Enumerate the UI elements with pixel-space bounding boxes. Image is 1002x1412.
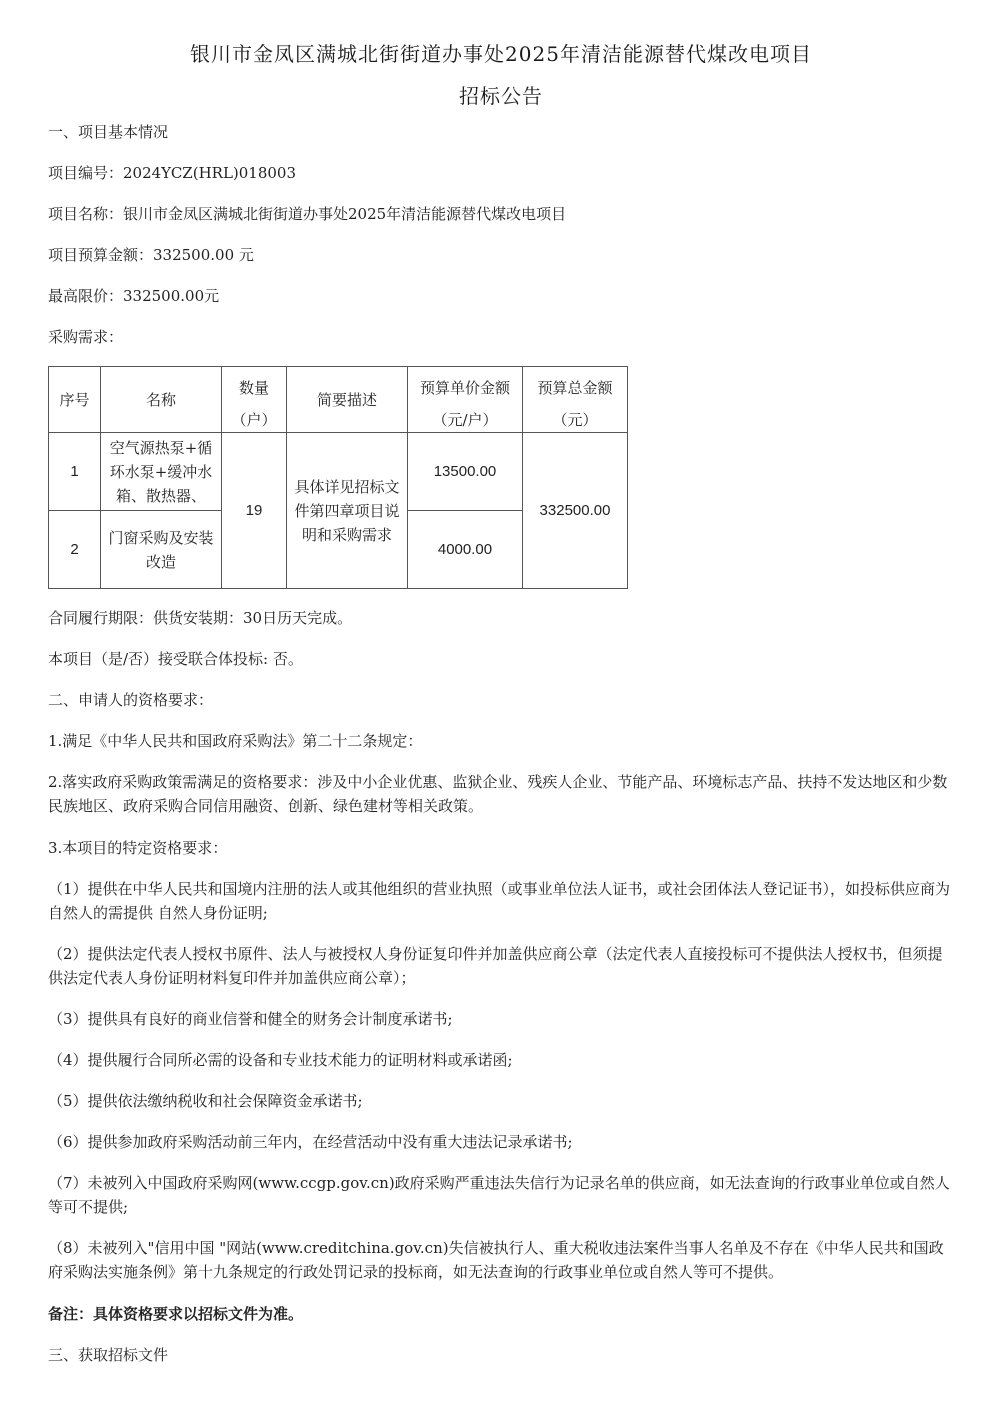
row-no: 1: [49, 433, 101, 511]
row-total: 332500.00: [523, 433, 628, 589]
table-header-row: [49, 367, 628, 433]
specific-requirement-7: （7）未被列入中国政府采购网(www.ccgp.gov.cn)政府采购严重违法失信行为记录名单的供应商，如无法查询的行政事业单位或自然人等可不提供;: [48, 1174, 950, 1216]
max-price: 最高限价：332500.00元: [48, 287, 220, 305]
qualification-item-2: 2.落实政府采购政策需满足的资格要求：涉及中小企业优惠、监狱企业、残疾人企业、节能产品、环境标志产品、扶持不发达地区和少数民族地区、政府采购合同信用融资、创新、绿色建材等相关政策。: [48, 773, 948, 815]
header-total: 预算总金额 （元）: [523, 367, 628, 433]
specific-requirement-3: （3）提供具有良好的商业信誉和健全的财务会计制度承诺书;: [48, 1010, 453, 1028]
row-quantity: 19: [222, 433, 287, 589]
specific-requirement-1: （1）提供在中华人民共和国境内注册的法人或其他组织的营业执照（或事业单位法人证书，或社会团体法人登记证书），如投标供应商为自然人的需提供 自然人身份证明;: [48, 880, 951, 922]
qualification-item-1: 1.满足《中华人民共和国政府采购法》第二十二条规定：: [48, 732, 423, 750]
row-unit-price: 4000.00: [408, 511, 523, 589]
specific-requirement-4: （4）提供履行合同所必需的设备和专业技术能力的证明材料或承诺函;: [48, 1051, 513, 1069]
header-quantity: 数量 （户）: [222, 367, 287, 433]
specific-requirement-5: （5）提供依法缴纳税收和社会保障资金承诺书;: [48, 1092, 363, 1110]
procurement-table: [48, 366, 628, 589]
document-title: 银川市金凤区满城北街街道办事处2025年清洁能源替代煤改电项目: [190, 42, 812, 66]
specific-requirement-2: （2）提供法定代表人授权书原件、法人与被授权人身份证复印件并加盖供应商公章（法定代表人直接投标可不提供法人授权书，但须提供法定代表人身份证明材料复印件并加盖供应商公章）；: [48, 945, 943, 987]
row-no: 2: [49, 511, 101, 589]
qualification-item-3: 3.本项目的特定资格要求：: [48, 839, 228, 857]
section3-heading: 三、获取招标文件: [48, 1346, 169, 1364]
section2-heading: 二、申请人的资格要求：: [48, 691, 214, 709]
specific-requirement-8: （8）未被列入"信用中国 "网站(www.creditchina.gov.cn)失信被执行人、重大税收违法案件当事人名单及不存在《中华人民共和国政府采购法实施条例》第十九条规定的行政处罚记录的投标商，如无法查询的行政事业单位或自然人等可不提供。: [48, 1239, 944, 1281]
header-unit-price: 预算单价金额 （元/户）: [408, 367, 523, 433]
row-unit-price: 13500.00: [408, 433, 523, 511]
contract-period: 合同履行期限：供货安装期：30日历天完成。: [48, 609, 353, 627]
row-name: 空气源热泵+循环水泵+缓冲水箱、散热器、: [101, 433, 222, 511]
header-name: 名称: [101, 367, 222, 433]
project-number: 项目编号：2024YCZ(HRL)018003: [48, 164, 297, 182]
specific-requirement-6: （6）提供参加政府采购活动前三年内，在经营活动中没有重大违法记录承诺书;: [48, 1133, 573, 1151]
row-name: 门窗采购及安装改造: [101, 511, 222, 589]
table-row: [49, 433, 628, 511]
row-description: 具体详见招标文件第四章项目说明和采购需求: [287, 433, 408, 589]
header-no: 序号: [49, 367, 101, 433]
section1-heading: 一、项目基本情况: [48, 123, 169, 141]
procurement-demand-label: 采购需求：: [48, 328, 124, 346]
project-budget: 项目预算金额：332500.00 元: [48, 246, 254, 264]
document-subtitle: 招标公告: [459, 84, 543, 108]
header-description: 简要描述: [287, 367, 408, 433]
qualification-note: 备注：具体资格要求以招标文件为准。: [48, 1305, 304, 1323]
consortium-statement: 本项目（是/否）接受联合体投标: 否。: [48, 650, 303, 668]
project-name: 项目名称：银川市金凤区满城北街街道办事处2025年清洁能源替代煤改电项目: [48, 205, 567, 223]
